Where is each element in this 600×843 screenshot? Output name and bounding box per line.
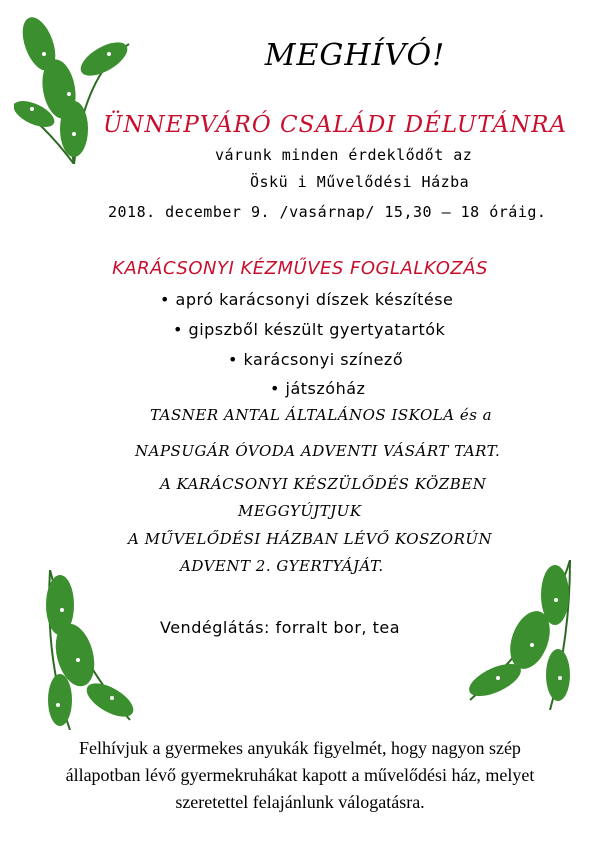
workshop-item: • gipszből készült gyertyatartók — [173, 320, 446, 339]
announcement-line: MEGGYÚJTJUK — [238, 502, 362, 520]
footer-line: Felhívjuk a gyermekes anyukák figyelmét, hogy nagyon szép — [79, 738, 521, 758]
announcement-line: A MŰVELŐDÉSI HÁZBAN LÉVŐ KOSZORÚN — [128, 530, 493, 548]
bullet-icon: • — [160, 290, 176, 309]
footer-line: állapotban lévő gyermekruhákat kapott a művelődési ház, melyet — [65, 765, 535, 785]
bullet-icon: • — [270, 379, 286, 398]
page-title: MEGHÍVÓ! — [264, 38, 446, 73]
hospitality-line: Vendéglátás: forralt bor, tea — [160, 618, 401, 637]
intro-line-3: 2018. december 9. /vasárnap/ 15,30 – 18 óráig. — [108, 203, 547, 221]
intro-line-1: várunk minden érdeklődőt az — [215, 146, 473, 164]
intro-line-2: Öskü i Művelődési Házba — [250, 173, 470, 191]
pine-branch-bottom-right-icon — [460, 560, 580, 710]
workshop-item: • karácsonyi színező — [228, 350, 404, 369]
announcement-line: NAPSUGÁR ÓVODA ADVENTI VÁSÁRT TART. — [135, 442, 501, 460]
workshop-heading: KARÁCSONYI KÉZMŰVES FOGLALKOZÁS — [112, 258, 488, 279]
footer-notice — [0, 735, 600, 816]
workshop-item: • apró karácsonyi díszek készítése — [160, 290, 454, 309]
workshop-item: • játszóház — [270, 379, 366, 398]
pine-branch-top-left-icon — [14, 14, 134, 164]
announcement-line: ADVENT 2. GYERTYÁJÁT. — [180, 557, 384, 575]
announcement-line: A KARÁCSONYI KÉSZÜLŐDÉS KÖZBEN — [160, 475, 487, 493]
announcement-line: TASNER ANTAL ÁLTALÁNOS ISKOLA és a — [150, 406, 493, 424]
event-subtitle: ÜNNEPVÁRÓ CSALÁDI DÉLUTÁNRA — [102, 112, 568, 138]
pine-branch-bottom-left-icon — [30, 570, 140, 730]
footer-line: szeretettel felajánlunk válogatásra. — [175, 792, 425, 812]
bullet-icon: • — [228, 350, 244, 369]
bullet-icon: • — [173, 320, 189, 339]
